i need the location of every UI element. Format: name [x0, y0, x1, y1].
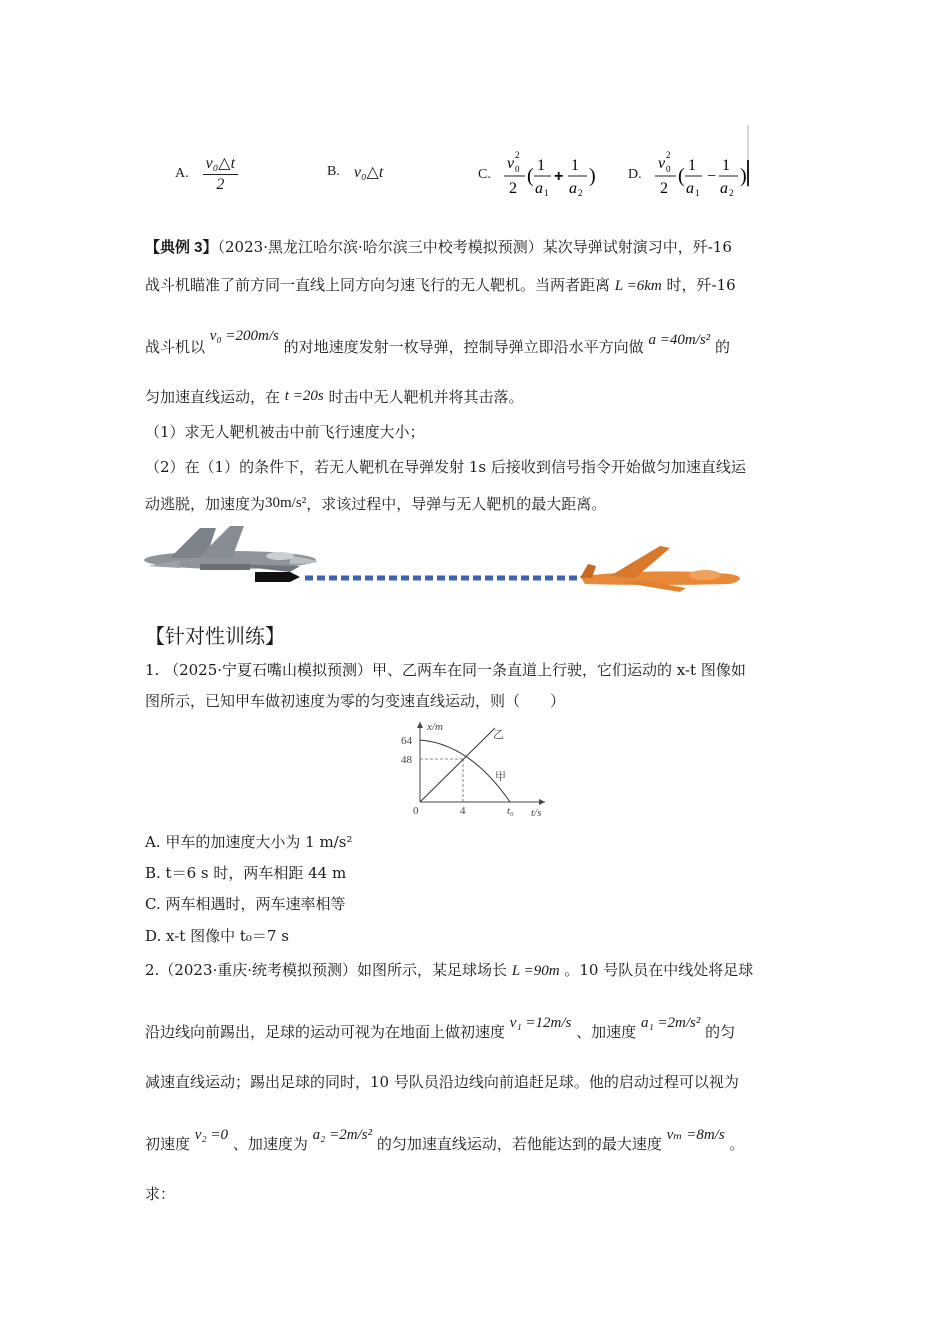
graph-x-axis-label: t/s [531, 807, 542, 819]
graph-tick-t0: t₀ [507, 805, 514, 817]
missile-icon [255, 572, 300, 582]
example3-line3-text: 战斗机以 [145, 338, 206, 356]
graph-label-jia: 甲 [495, 770, 506, 783]
option-a[interactable] [175, 150, 238, 198]
svg-text:): ) [739, 165, 747, 187]
example3-line2 [145, 274, 736, 297]
problem1-option-c[interactable]: C. 两车相遇时，两车速率相等 [145, 895, 346, 913]
option-b-expression: v₀△t [353, 164, 384, 181]
fighter-jet-icon [144, 526, 318, 572]
problem2-player-max-speed: vₘ =8m/s [666, 1127, 725, 1143]
problem2-player-acceleration: a₂ =2m/s² [312, 1127, 373, 1143]
problem2-line4 [145, 1127, 745, 1156]
svg-text:0: 0 [665, 164, 671, 174]
svg-text:1: 1 [543, 188, 549, 198]
svg-text:2: 2 [577, 188, 583, 198]
svg-text:1: 1 [536, 157, 545, 174]
example3-line2-tail: 时，歼-16 [666, 276, 736, 294]
drone-target-icon [580, 546, 740, 592]
svg-text:1: 1 [687, 157, 696, 174]
example3-question2-line2 [145, 493, 606, 516]
problem2-line1-tail: 。10 号队员在中线处将足球 [564, 961, 754, 979]
problem2-line2-tail: 的匀 [705, 1023, 736, 1041]
svg-text:v: v [506, 155, 514, 172]
example3-line3-tail: 的 [714, 338, 730, 356]
problem2-line2 [145, 1015, 736, 1044]
problem2-ball-acceleration: a₁ =2m/s² [640, 1015, 701, 1031]
graph-tick-4: 4 [460, 805, 466, 817]
problem2-ball-initial-speed: v₁ =12m/s [509, 1015, 572, 1031]
problem1-option-d[interactable]: D. x-t 图像中 t₀＝7 s [145, 927, 289, 945]
example3-time: t =20s [284, 388, 324, 404]
example3-line4 [145, 386, 523, 409]
svg-text:+: + [553, 168, 564, 185]
graph-tick-0: 0 [413, 805, 419, 817]
example3-line4-text: 匀加速直线运动，在 [145, 388, 281, 406]
problem2-line1-text: 2.（2023·重庆·统考模拟预测）如图所示，某足球场长 [145, 961, 508, 979]
missile-illustration [140, 520, 760, 600]
problem2-line3: 减速直线运动；踢出足球的同时，10 号队员沿边线向前追赶足球。他的启动过程可以视为 [145, 1073, 739, 1091]
text-cursor-caret [747, 160, 749, 186]
option-a-fraction [203, 154, 238, 195]
graph-label-yi: 乙 [493, 728, 504, 741]
option-a-numerator: v₀△t [203, 154, 238, 175]
svg-text:2: 2 [659, 180, 668, 197]
example3-initial-speed: v₀ =200m/s [209, 328, 279, 344]
graph-tick-48: 48 [401, 754, 412, 766]
problem2-line4-middle: 、加速度为 [232, 1135, 308, 1153]
xt-graph [395, 718, 555, 822]
svg-text:(: ( [526, 165, 534, 187]
svg-text:1: 1 [570, 157, 579, 174]
svg-text:2: 2 [728, 188, 734, 198]
example3-question2-tail: ，求该过程中，导弹与无人靶机的最大距离。 [306, 495, 607, 513]
example3-source: （2023·黑龙江哈尔滨·哈尔滨三中校考模拟预测） [217, 238, 543, 256]
svg-text:a: a [719, 180, 728, 197]
problem2-line2-text: 沿边线向前踢出，足球的运动可视为在地面上做初速度 [145, 1023, 506, 1041]
option-b-label: B. [327, 164, 340, 179]
graph-x-arrow [539, 799, 545, 805]
problem2-line5: 求： [145, 1185, 176, 1203]
problem2-line4-text2: 的匀加速直线运动，若他能达到的最大速度 [376, 1135, 662, 1153]
problem2-line4-tail: 。 [729, 1135, 745, 1153]
svg-text:−: − [706, 168, 716, 185]
svg-text:a: a [534, 180, 543, 197]
problem2-player-initial-speed: v₂ =0 [194, 1127, 229, 1143]
problem2-line4-text: 初速度 [145, 1135, 191, 1153]
svg-text:2: 2 [665, 150, 671, 160]
svg-text:(: ( [677, 165, 685, 187]
example3-question2-text: 动逃脱，加速度为 [145, 495, 266, 513]
problem2-field-length: L =90m [511, 963, 560, 979]
example3-acceleration: a =40m/s² [648, 332, 711, 348]
option-c-label: C. [478, 167, 491, 182]
svg-text:2: 2 [508, 180, 517, 197]
option-d-label: D. [628, 167, 642, 182]
option-b[interactable] [327, 162, 383, 182]
graph-y-arrow [417, 722, 423, 728]
problem2-line1 [145, 959, 753, 982]
problem1-line2: 图所示，已知甲车做初速度为零的匀变速直线运动，则（ ） [145, 692, 566, 710]
example3-line4-tail: 时击中无人靶机并将其击落。 [328, 388, 524, 406]
problem2-line2-middle: 、加速度 [576, 1023, 637, 1041]
section-title: 【针对性训练】 [145, 624, 285, 648]
option-c-formula [501, 148, 621, 202]
example3-tag: 【典例 3】 [145, 239, 218, 256]
example3-line1 [145, 236, 732, 259]
graph-line-yi [420, 728, 495, 802]
option-a-label: A. [175, 166, 189, 181]
example3-line3 [145, 328, 730, 359]
option-d-formula [652, 148, 772, 202]
svg-text:a: a [568, 180, 577, 197]
svg-text:a: a [685, 180, 694, 197]
example3-line2-text: 战斗机瞄准了前方同一直线上同方向匀速飞行的无人靶机。当两者距离 [145, 276, 611, 294]
problem1-line1: 1. （2025·宁夏石嘴山模拟预测）甲、乙两车在同一条直道上行驶，它们运动的 x-t 图像如 [145, 661, 746, 679]
problem1-option-b[interactable]: B. t＝6 s 时，两车相距 44 m [145, 864, 347, 882]
svg-text:1: 1 [694, 188, 700, 198]
example3-question1: （1）求无人靶机被击中前飞行速度大小； [145, 423, 425, 441]
svg-text:0: 0 [514, 164, 520, 174]
option-d[interactable] [628, 148, 772, 202]
graph-y-axis-label: x/m [427, 721, 443, 733]
example3-drone-acceleration: 30m/s² [265, 495, 307, 511]
graph-tick-64: 64 [401, 735, 412, 747]
problem1-option-a[interactable]: A. 甲车的加速度大小为 1 m/s² [145, 833, 353, 851]
example3-line1-rest: 某次导弹试射演习中，歼-16 [542, 238, 732, 256]
svg-text:v: v [657, 155, 665, 172]
example3-line3-middle: 的对地速度发射一枚导弹，控制导弹立即沿水平方向做 [283, 338, 644, 356]
svg-text:1: 1 [721, 157, 730, 174]
option-a-denominator: 2 [216, 175, 225, 193]
svg-text:2: 2 [514, 150, 520, 160]
option-c[interactable] [478, 148, 621, 202]
example3-distance-formula: L =6km [614, 278, 662, 294]
svg-text:): ) [588, 165, 596, 187]
example3-question2-line1: （2）在（1）的条件下，若无人靶机在导弹发射 1s 后接收到信号指令开始做匀加速直线运 [145, 458, 746, 476]
